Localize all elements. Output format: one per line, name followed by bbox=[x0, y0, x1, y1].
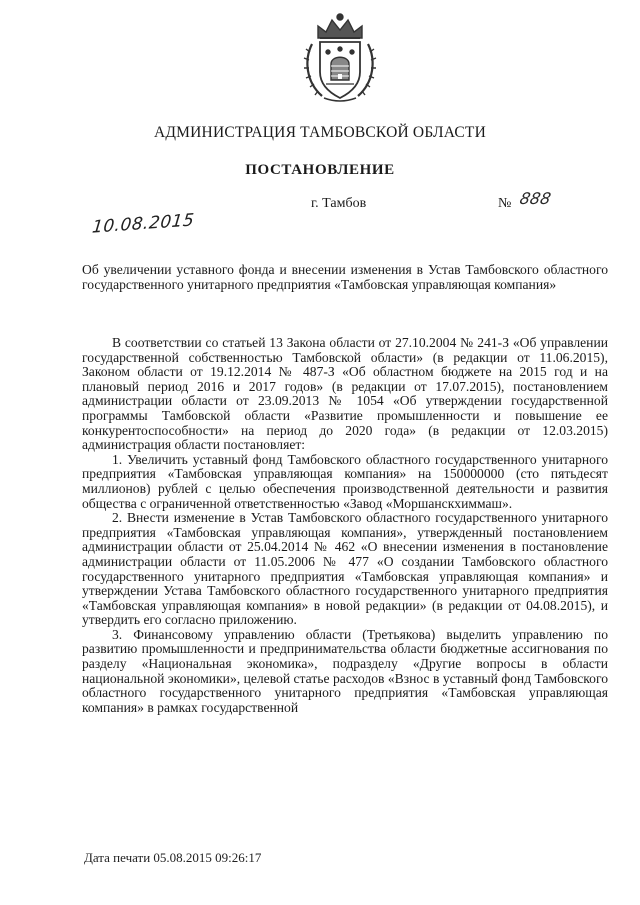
city-label: г. Тамбов bbox=[311, 196, 367, 211]
document-type: ПОСТАНОВЛЕНИЕ bbox=[245, 162, 395, 178]
handwritten-number: 888 bbox=[517, 189, 553, 208]
preamble-paragraph: В соответствии со статьей 13 Закона области от 27.10.2004 № 241-З «Об управлении государственной собственностью Тамбовской области» (в редакции от 11.06.2015), Законом области от 19.12.2014 № 487-З «Об областном бюджете на 2015 год и на плановый период 2016 и 2017 годов» (в редакции от 17.07.2015), постановлением администрации области от 23.09.2013 № 1054 «Об утверждении государственной программы Тамбовской области «Развитие промышленности и повышение ее конкурентоспособности» на период до 2020 года» (в редакции от 12.03.2015) администрация области постановляет: bbox=[82, 335, 608, 453]
number-label: № bbox=[498, 196, 512, 211]
print-date: Дата печати 05.08.2015 09:26:17 bbox=[84, 850, 262, 865]
item-3-paragraph: 3. Финансовому управлению области (Третьякова) выделить управлению по развитию промышленности и предпринимательства области бюджетные ассигнования по разделу «Национальная экономика», подразделу «Другие вопросы в области национальной экономики», целевой статье расходов «Взнос в уставный фонд Тамбовского областного государственного унитарного предприятия «Тамбовская управляющая компания» в рамках государственной bbox=[82, 626, 608, 715]
handwritten-date: 10.08.2015 bbox=[91, 210, 196, 238]
organization-name: АДМИНИСТРАЦИЯ ТАМБОВСКОЙ ОБЛАСТИ bbox=[154, 124, 486, 141]
document-body bbox=[82, 336, 608, 715]
item-1-paragraph: 1. Увеличить уставный фонд Тамбовского областного государственного унитарного предприятия «Тамбовская управляющая компания» на 150000000 (сто пятьдесят миллионов) рублей с целью обеспечения производственной деятельности и развития общества с ограниченной ответственностью «Завод «Моршанскхиммаш». bbox=[82, 451, 608, 511]
document-title: Об увеличении уставного фонда и внесении изменения в Устав Тамбовского областного государственного унитарного предприятия «Тамбовская управляющая компания» bbox=[82, 262, 608, 292]
tambov-coat-of-arms-icon bbox=[298, 8, 382, 106]
item-2-paragraph: 2. Внести изменение в Устав Тамбовского областного государственного унитарного предприятия «Тамбовская управляющая компания», утвержденный постановлением администрации области от 25.04.2014 № 462 «О внесении изменения в постановление администрации области от 11.05.2006 № 477 «О создании Тамбовского областного государственного унитарного предприятия «Тамбовская управляющая компания» и утверждении Устава Тамбовского областного государственного унитарного предприятия «Тамбовская управляющая компания» в новой редакции» (в редакции от 04.08.2015), и утвердить его согласно приложению. bbox=[82, 510, 608, 628]
